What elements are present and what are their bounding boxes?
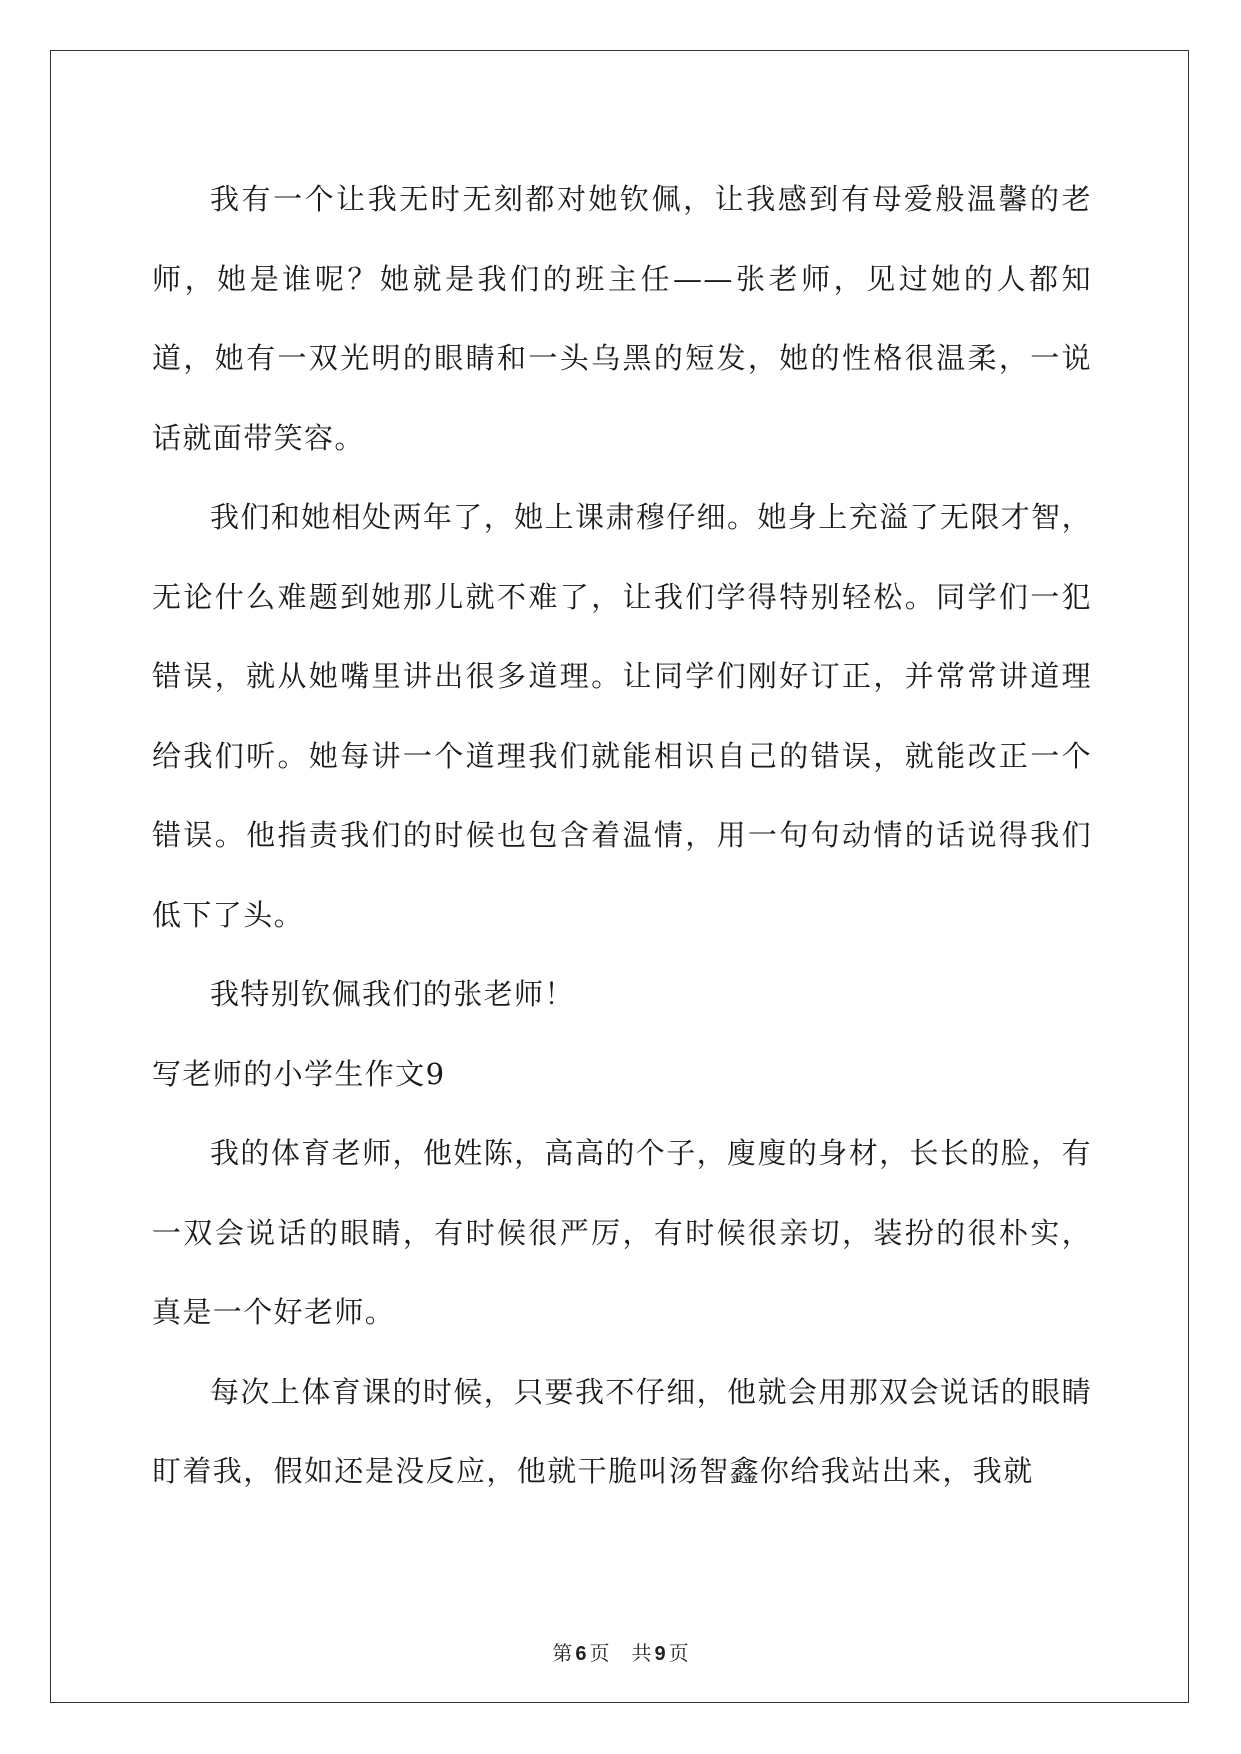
page-footer xyxy=(0,1637,1241,1666)
total-prefix: 共 xyxy=(631,1641,652,1665)
page-suffix: 页 xyxy=(589,1641,610,1665)
current-page-number: 6 xyxy=(575,1643,587,1665)
document-body xyxy=(152,160,1092,1512)
paragraph: 我的体育老师，他姓陈，高高的个子，廋廋的身材，长长的脸，有一双会说话的眼睛，有时候很严厉，有时候很亲切，装扮的很朴实，真是一个好老师。 xyxy=(152,1136,1092,1329)
paragraph: 每次上体育课的时候，只要我不仔细，他就会用那双会说话的眼睛盯着我，假如还是没反应，他就干脆叫汤智鑫你给我站出来，我就 xyxy=(152,1374,1092,1488)
total-page-number: 9 xyxy=(654,1643,666,1665)
total-suffix: 页 xyxy=(668,1641,689,1665)
paragraph: 我有一个让我无时无刻都对她钦佩，让我感到有母爱般温馨的老师，她是谁呢？她就是我们的班主任——张老师，见过她的人都知道，她有一双光明的眼睛和一头乌黑的短发，她的性格很温柔，一说话就面带笑容。 xyxy=(152,182,1092,455)
paragraph: 我们和她相处两年了，她上课肃穆仔细。她身上充溢了无限才智，无论什么难题到她那儿就不难了，让我们学得特别轻松。同学们一犯错误，就从她嘴里讲出很多道理。让同学们刚好订正，并常常讲道理给我们听。她每讲一个道理我们就能相识自己的错误，就能改正一个错误。他指责我们的时候也包含着温情，用一句句动情的话说得我们低下了头。 xyxy=(152,500,1092,932)
page-prefix: 第 xyxy=(552,1641,573,1665)
section-heading: 写老师的小学生作文9 xyxy=(152,1056,446,1091)
paragraph: 我特别钦佩我们的张老师！ xyxy=(210,977,575,1011)
